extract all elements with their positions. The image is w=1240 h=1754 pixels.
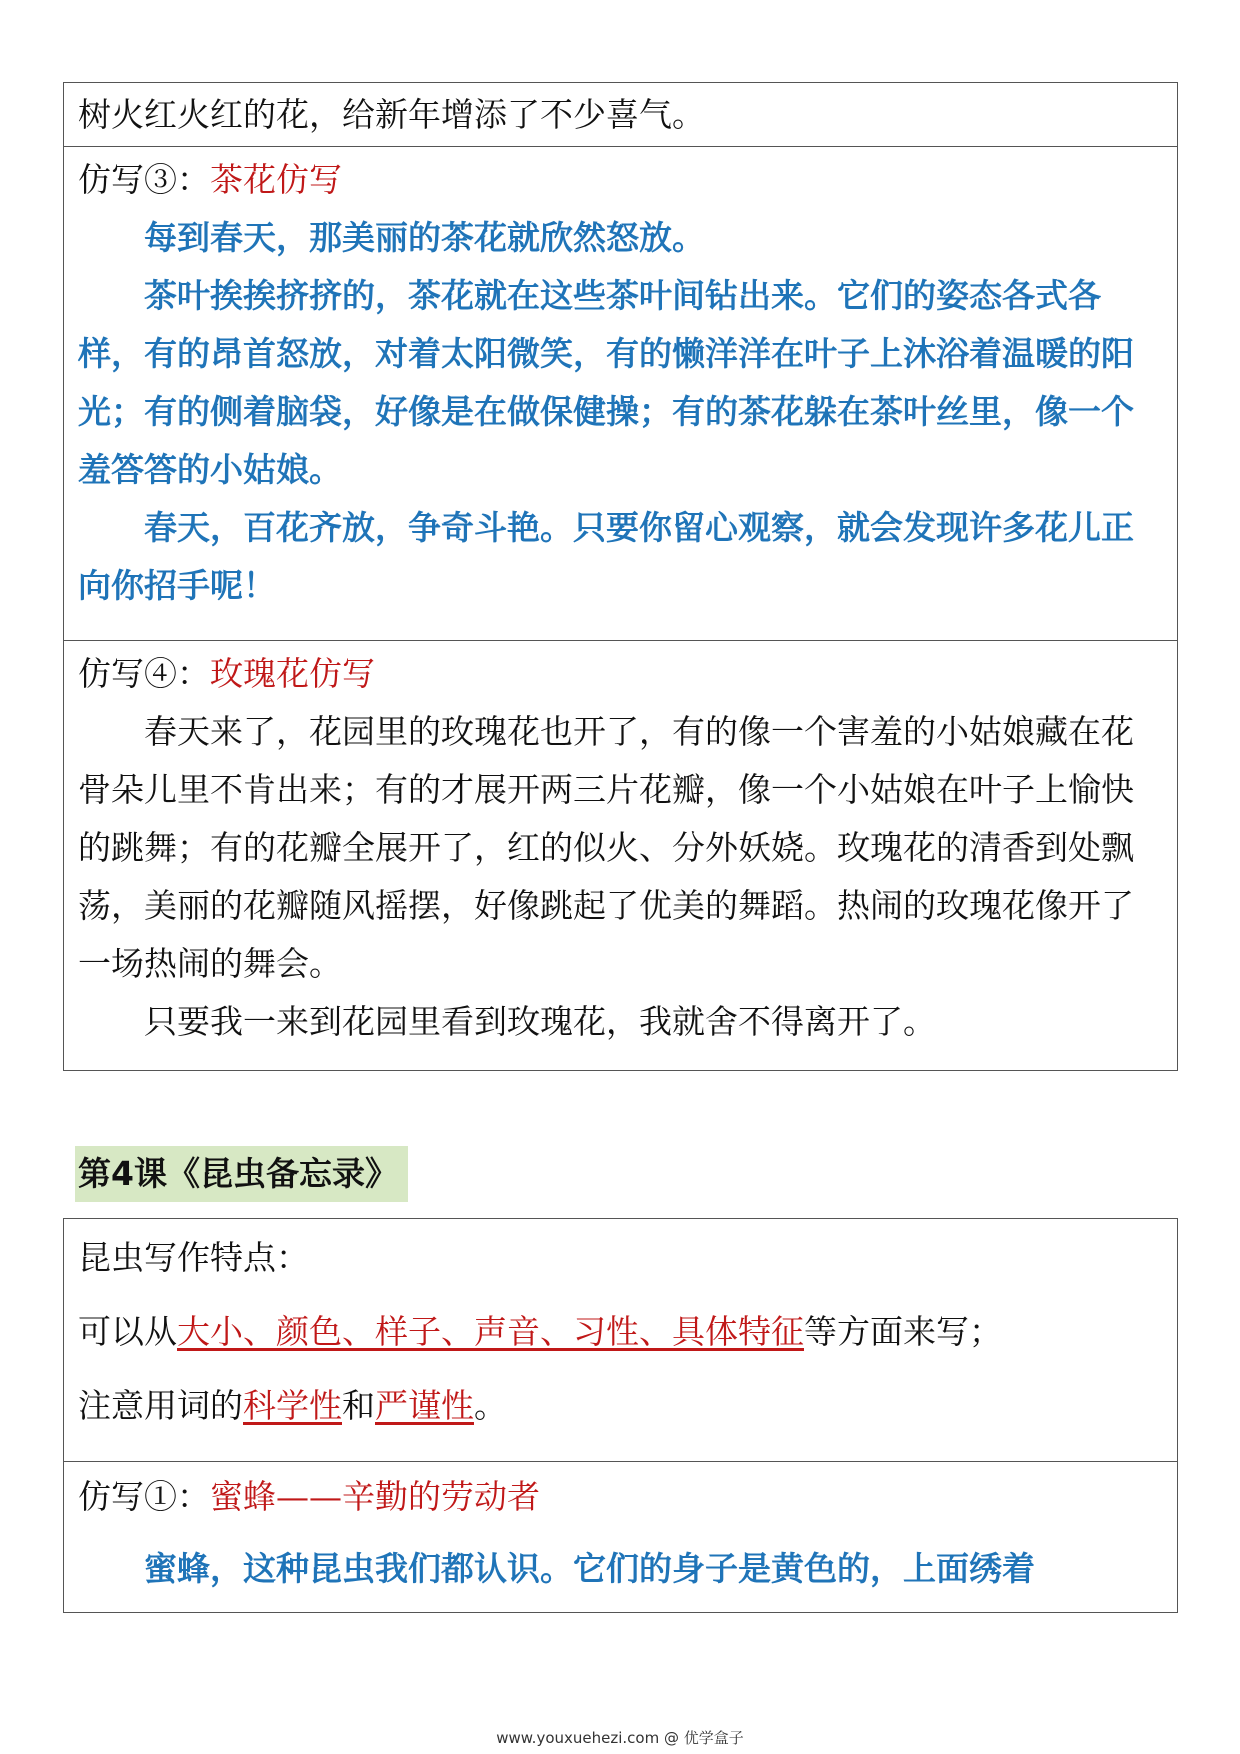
section-title: 茶花仿写 [210,160,342,199]
writing-box-1 [63,82,1178,1071]
paragraph: 茶叶挨挨挤挤的，茶花就在这些茶叶间钻出来。它们的姿态各式各样，有的昂首怒放，对着太阳微笑，有的懒洋洋在叶子上沐浴着温暖的阳光；有的侧着脑袋，好像是在做保健操；有的茶花躲在茶叶丝里，像一个羞答答的小姑娘。 [78,276,1134,489]
paragraph: 春天，百花齐放，争奇斗艳。只要你留心观察，就会发现许多花儿正向你招手呢！ [78,508,1134,605]
section-label: 仿写④： [78,654,210,693]
text: 可以从 [78,1312,177,1351]
features-section [64,1229,1177,1461]
text: 。 [474,1386,507,1425]
section-title: 蜜蜂——辛勤的劳动者 [210,1477,540,1516]
footer-watermark: www.youxuehezi.com @ 优学盒子 [496,1729,744,1747]
paragraph: 蜜蜂，这种昆虫我们都认识。它们的身子是黄色的，上面绣着 [144,1549,1035,1588]
lesson-heading [75,1146,408,1202]
highlight-aspects: 大小、颜色、样子、声音、习性、具体特征 [177,1312,804,1351]
imitation-section-1 [64,1461,1177,1612]
text: 注意用词的 [78,1386,243,1425]
writing-box-2 [63,1218,1178,1613]
section-label: 仿写①： [78,1477,210,1516]
text: 和 [342,1386,375,1425]
highlight-rigorous: 严谨性 [375,1386,474,1425]
imitation-section-4 [64,640,1177,1070]
lesson-number: 第4课 [78,1154,167,1193]
highlight-scientific: 科学性 [243,1386,342,1425]
paragraph: 春天来了，花园里的玫瑰花也开了，有的像一个害羞的小姑娘藏在花骨朵儿里不肯出来；有的才展开两三片花瓣，像一个小姑娘在叶子上愉快的跳舞；有的花瓣全展开了，红的似火、分外妖娆。玫瑰花的清香到处飘荡，美丽的花瓣随风摇摆，好像跳起了优美的舞蹈。热闹的玫瑰花像开了一场热闹的舞会。 [78,712,1134,983]
section-heading [78,151,1163,209]
features-heading: 昆虫写作特点： [78,1238,309,1277]
lesson-title: 《昆虫备忘录》 [166,1154,398,1193]
paragraph: 每到春天，那美丽的茶花就欣然怒放。 [144,218,705,257]
section-title: 玫瑰花仿写 [210,654,375,693]
features-line-2 [78,1377,1163,1435]
section-heading [78,1468,1163,1526]
continued-text: 树火红火红的花，给新年增添了不少喜气。 [78,95,705,134]
text: 等方面来写； [804,1312,1002,1351]
continued-row [64,83,1177,146]
section-heading [78,645,1163,703]
features-line-1 [78,1303,1163,1361]
imitation-section-3 [64,146,1177,640]
section-label: 仿写③： [78,160,210,199]
paragraph: 只要我一来到花园里看到玫瑰花，我就舍不得离开了。 [144,1002,936,1041]
